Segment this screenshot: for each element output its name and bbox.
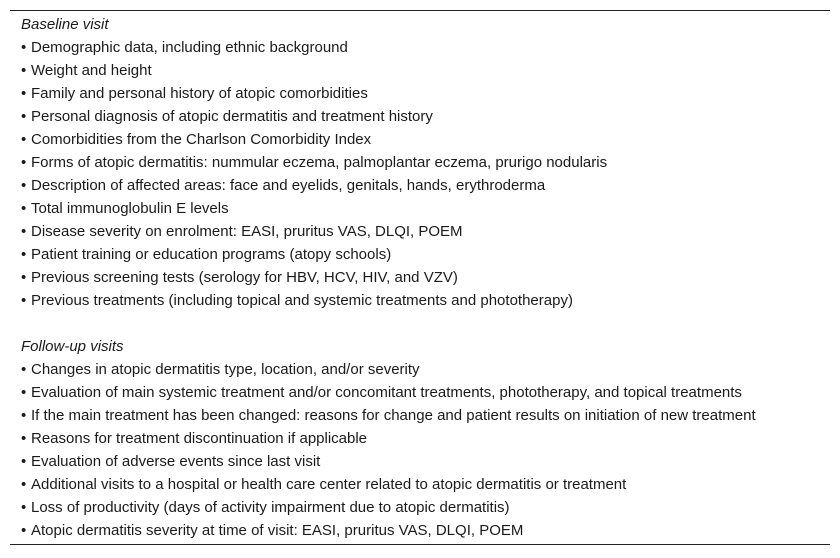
baseline-list-item: [21, 243, 826, 266]
followup-list-item: [21, 427, 826, 450]
bullet-icon: •: [21, 131, 27, 148]
list-item-text: Previous screening tests (serology for HBV, HCV, HIV, and VZV): [31, 269, 458, 286]
bullet-icon: •: [21, 108, 27, 125]
list-item-text: Changes in atopic dermatitis type, location, and/or severity: [31, 361, 420, 378]
bullet-icon: •: [21, 499, 27, 516]
bullet-icon: •: [21, 85, 27, 102]
baseline-list-item: [21, 197, 826, 220]
bullet-icon: •: [21, 223, 27, 240]
list-item-text: Weight and height: [31, 62, 152, 79]
bullet-icon: •: [21, 361, 27, 378]
list-item-text: Personal diagnosis of atopic dermatitis and treatment history: [31, 108, 433, 125]
baseline-list-item: [21, 174, 826, 197]
baseline-list-item: [21, 266, 826, 289]
bullet-icon: •: [21, 200, 27, 217]
baseline-list-item: [21, 128, 826, 151]
bullet-icon: •: [21, 476, 27, 493]
bullet-icon: •: [21, 62, 27, 79]
section-spacer: [21, 312, 826, 335]
list-item-text: Evaluation of main systemic treatment and/or concomitant treatments, phototherapy, and topical treatments: [31, 384, 742, 401]
baseline-list: [21, 36, 826, 312]
baseline-list-item: [21, 151, 826, 174]
baseline-list-item: [21, 289, 826, 312]
bullet-icon: •: [21, 384, 27, 401]
bullet-icon: •: [21, 430, 27, 447]
bullet-icon: •: [21, 453, 27, 470]
bullet-icon: •: [21, 269, 27, 286]
bullet-icon: •: [21, 407, 27, 424]
list-item-text: Demographic data, including ethnic background: [31, 39, 348, 56]
bullet-icon: •: [21, 39, 27, 56]
bullet-icon: •: [21, 177, 27, 194]
list-item-text: Loss of productivity (days of activity impairment due to atopic dermatitis): [31, 499, 510, 516]
bullet-icon: •: [21, 246, 27, 263]
list-item-text: Total immunoglobulin E levels: [31, 200, 229, 217]
bullet-icon: •: [21, 522, 27, 539]
list-item-text: Previous treatments (including topical and systemic treatments and phototherapy): [31, 292, 573, 309]
list-item-text: Evaluation of adverse events since last visit: [31, 453, 321, 470]
followup-heading: Follow-up visits: [21, 338, 124, 355]
followup-list-item: [21, 381, 826, 404]
baseline-list-item: [21, 82, 826, 105]
bullet-icon: •: [21, 154, 27, 171]
followup-list-item: [21, 473, 826, 496]
baseline-list-item: [21, 220, 826, 243]
bullet-icon: •: [21, 292, 27, 309]
followup-list-item: [21, 404, 826, 427]
followup-list-item: [21, 358, 826, 381]
list-item-text: If the main treatment has been changed: reasons for change and patient results on initiation of new treatment: [31, 407, 756, 424]
followup-list: [21, 358, 826, 542]
followup-list-item: [21, 496, 826, 519]
baseline-list-item: [21, 59, 826, 82]
list-item-text: Family and personal history of atopic comorbidities: [31, 85, 368, 102]
baseline-list-item: [21, 36, 826, 59]
list-item-text: Forms of atopic dermatitis: nummular eczema, palmoplantar eczema, prurigo nodularis: [31, 154, 608, 171]
list-item-text: Reasons for treatment discontinuation if applicable: [31, 430, 368, 447]
list-item-text: Disease severity on enrolment: EASI, pruritus VAS, DLQI, POEM: [31, 223, 463, 240]
list-item-text: Atopic dermatitis severity at time of visit: EASI, pruritus VAS, DLQI, POEM: [31, 522, 524, 539]
baseline-list-item: [21, 105, 826, 128]
list-item-text: Additional visits to a hospital or health care center related to atopic dermatitis or treatment: [31, 476, 627, 493]
table-content: [21, 13, 826, 542]
list-item-text: Description of affected areas: face and eyelids, genitals, hands, erythroderma: [31, 177, 546, 194]
baseline-heading: Baseline visit: [21, 16, 109, 33]
visit-data-table: [10, 10, 830, 545]
followup-list-item: [21, 450, 826, 473]
followup-list-item: [21, 519, 826, 542]
list-item-text: Patient training or education programs (atopy schools): [31, 246, 392, 263]
list-item-text: Comorbidities from the Charlson Comorbidity Index: [31, 131, 372, 148]
